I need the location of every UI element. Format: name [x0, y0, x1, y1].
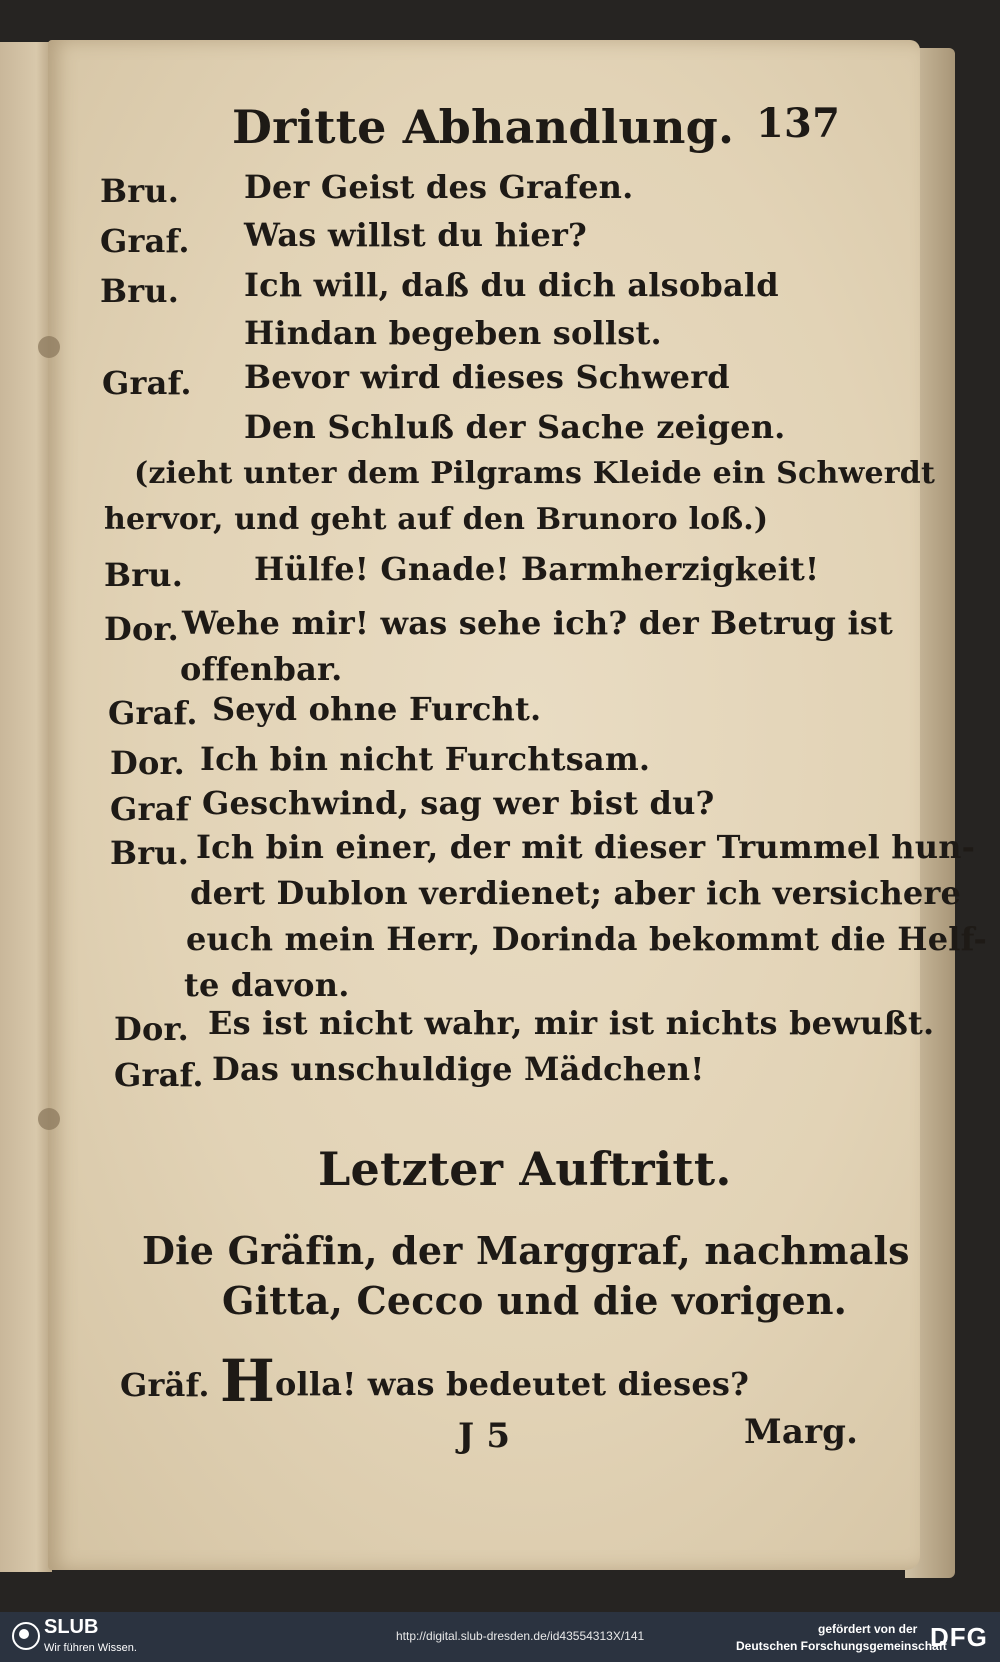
speaker-label: Dor.: [104, 610, 179, 648]
binding-stitch: [38, 336, 60, 358]
dialogue-line: Wehe mir! was sehe ich? der Betrug ist: [182, 604, 894, 642]
funding-organization: Deutschen Forschungsgemeinschaft: [736, 1639, 947, 1653]
cast-list: Die Gräfin, der Marggraf, nachmals: [142, 1228, 910, 1273]
speaker-label: Bru.: [100, 272, 180, 310]
dialogue-line: Hindan begeben sollst.: [244, 314, 662, 352]
running-title: Dritte Abhandlung.: [232, 100, 735, 154]
speaker-label: Bru.: [110, 834, 190, 872]
cast-list: Gitta, Cecco und die vorigen.: [222, 1278, 848, 1323]
catchword: Marg.: [744, 1412, 859, 1452]
dialogue-line: Ich bin nicht Furchtsam.: [200, 740, 651, 778]
speaker-label: Graf.: [102, 364, 192, 402]
speaker-label: Graf.: [108, 694, 198, 732]
dialogue-line: te davon.: [184, 966, 350, 1004]
slub-logo-icon: [12, 1622, 40, 1650]
dialogue-line: offenbar.: [180, 650, 343, 688]
left-page-edge: [0, 42, 52, 1572]
dfg-logo: DFG: [930, 1622, 988, 1652]
funding-note: gefördert von der: [818, 1622, 918, 1636]
speaker-label: Bru.: [104, 556, 184, 594]
speaker-label: Bru.: [100, 172, 180, 210]
speaker-label: Gräf.: [120, 1366, 210, 1404]
scene-title: Letzter Auftritt.: [318, 1142, 732, 1196]
dialogue-line: Den Schluß der Sache zeigen.: [244, 408, 786, 446]
dialogue-line: Geschwind, sag wer bist du?: [202, 784, 715, 822]
dialogue-line: Was willst du hier?: [244, 216, 587, 254]
speaker-label: Dor.: [110, 744, 185, 782]
library-slogan: Wir führen Wissen.: [44, 1642, 137, 1654]
permalink[interactable]: http://digital.slub-dresden.de/id43554313X/141: [396, 1629, 645, 1643]
dialogue-line: Bevor wird dieses Schwerd: [244, 358, 730, 396]
dialogue-line: euch mein Herr, Dorinda bekommt die Helf-: [186, 920, 987, 958]
speaker-label: Graf.: [114, 1056, 204, 1094]
dialogue-line: Ich bin einer, der mit dieser Trummel hun-: [196, 828, 976, 866]
signature-mark: J 5: [458, 1416, 511, 1456]
speaker-label: Dor.: [114, 1010, 189, 1048]
dialogue-line: Das unschuldige Mädchen!: [212, 1050, 705, 1088]
footer-bar: [0, 1612, 1000, 1662]
dialogue-line: Der Geist des Grafen.: [244, 168, 634, 206]
drop-initial: H: [220, 1347, 275, 1415]
dialogue-line: Es ist nicht wahr, mir ist nichts bewußt.: [208, 1004, 935, 1042]
dialogue-line: Seyd ohne Furcht.: [212, 690, 542, 728]
binding-stitch: [38, 1108, 60, 1130]
dialogue-text: olla! was bedeutet dieses?: [275, 1365, 750, 1403]
page-number: 137: [756, 100, 841, 147]
stage-direction: (zieht unter dem Pilgrams Kleide ein Schwerdt: [134, 456, 936, 491]
library-name: SLUB: [44, 1616, 99, 1638]
dialogue-line: dert Dublon verdienet; aber ich versichere: [190, 874, 962, 912]
dialogue-line: [220, 1347, 750, 1415]
dialogue-line: Ich will, daß du dich alsobald: [244, 266, 779, 304]
dialogue-line: Hülfe! Gnade! Barmherzigkeit!: [254, 550, 820, 588]
speaker-label: Graf.: [100, 222, 190, 260]
stage-direction: hervor, und geht auf den Brunoro loß.): [104, 502, 769, 537]
speaker-label: Graf: [110, 790, 190, 828]
